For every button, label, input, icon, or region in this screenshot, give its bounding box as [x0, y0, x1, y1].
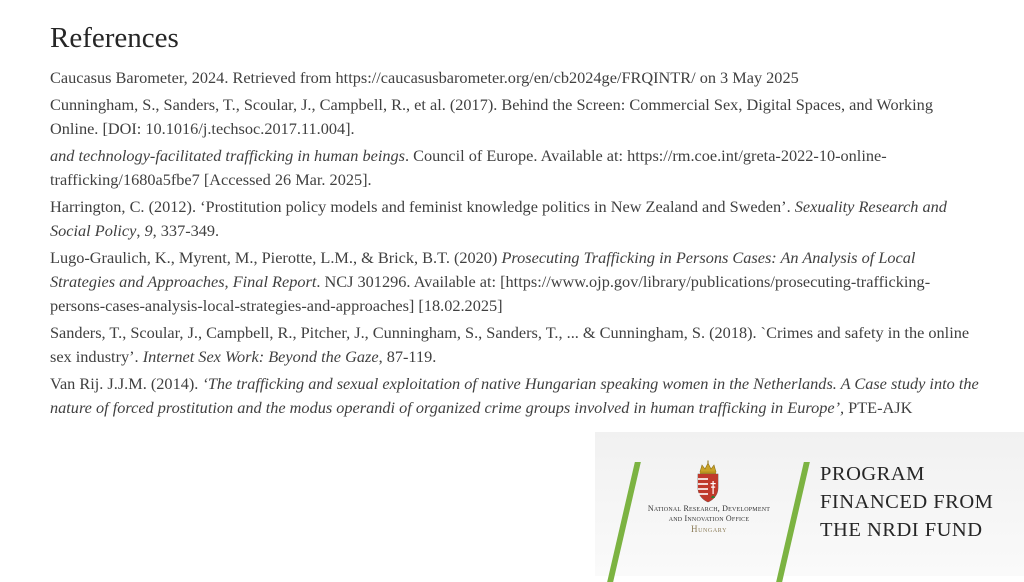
reference-text: , 337-349.: [152, 221, 220, 240]
reference-text: Lugo-Graulich, K., Myrent, M., Pierotte, L.M., & Brick, B.T. (2020): [50, 248, 502, 267]
reference-text: . Council of Europe. Available at: https://rm.coe.int/greta-2022-10-online-trafficking/1680a5fbe7 [Accessed 26 Mar. 2025].: [50, 146, 887, 189]
reference-text: . NCJ 301296. Available at: [https://www.ojp.gov/library/publications/prosecuting-trafficking-persons-cases-analysis-local-strategies-and-approaches] [18.02.2025]: [50, 272, 931, 315]
hungarian-coat-of-arms-icon: [692, 460, 724, 504]
reference-item: [50, 66, 980, 90]
reference-italic-text: 9: [144, 221, 153, 240]
office-country: Hungary: [690, 524, 728, 534]
reference-item: [50, 372, 980, 420]
reference-italic-text: Prosecuting Trafficking in Persons Cases: An Analysis of Local Strategies and Approaches, Final Report: [50, 248, 916, 291]
reference-italic-text: and technology-facilitated trafficking in human beings: [50, 146, 405, 165]
office-line-1: National Research, Development: [647, 504, 771, 513]
page-title: References: [50, 22, 179, 54]
reference-item: [50, 246, 980, 318]
reference-italic-text: ‘The trafficking and sexual exploitation of native Hungarian speaking women in the Netherlands. A Case study into the nature of forced prostitution and the modus operandi of organized crime groups involved in human trafficking in Europe’,: [50, 374, 979, 417]
program-line: THE NRDI FUND: [820, 519, 983, 541]
reference-text: Harrington, C. (2012). ‘Prostitution policy models and feminist knowledge politics in New Zealand and Sweden’.: [50, 197, 795, 216]
program-financed-label: [820, 460, 993, 544]
program-line: FINANCED FROM: [820, 491, 994, 513]
nrdi-office-label: [636, 504, 782, 534]
reference-text: PTE-AJK: [844, 398, 913, 417]
reference-text: Caucasus Barometer, 2024. Retrieved from https://caucasusbarometer.org/en/cb2024ge/FRQINTR/ on 3 May 2025: [50, 68, 799, 87]
reference-text: Cunningham, S., Sanders, T., Scoular, J., Campbell, R., et al. (2017). Behind the Screen: Commercial Sex, Digital Spaces, and Working Online. [DOI: 10.1016/j.techsoc.2017.11.004].: [50, 95, 933, 138]
reference-italic-text: Sexuality Research and Social Policy: [50, 197, 947, 240]
reference-text: , 87-119.: [378, 347, 437, 366]
program-line: PROGRAM: [820, 463, 925, 485]
reference-text: ,: [136, 221, 145, 240]
reference-text: Sanders, T., Scoular, J., Campbell, R., Pitcher, J., Cunningham, S., Sanders, T., ... & Cunningham, S. (2018). `Crimes and safety in the online sex industry’.: [50, 323, 970, 366]
reference-item: [50, 321, 980, 369]
reference-italic-text: Internet Sex Work: Beyond the Gaze: [142, 347, 379, 366]
reference-item: [50, 195, 980, 243]
reference-list: [50, 66, 980, 423]
office-line-2: and Innovation Office: [668, 514, 750, 523]
reference-item: [50, 144, 980, 192]
reference-text: Van Rij. J.J.M. (2014).: [50, 374, 203, 393]
reference-item: [50, 93, 980, 141]
